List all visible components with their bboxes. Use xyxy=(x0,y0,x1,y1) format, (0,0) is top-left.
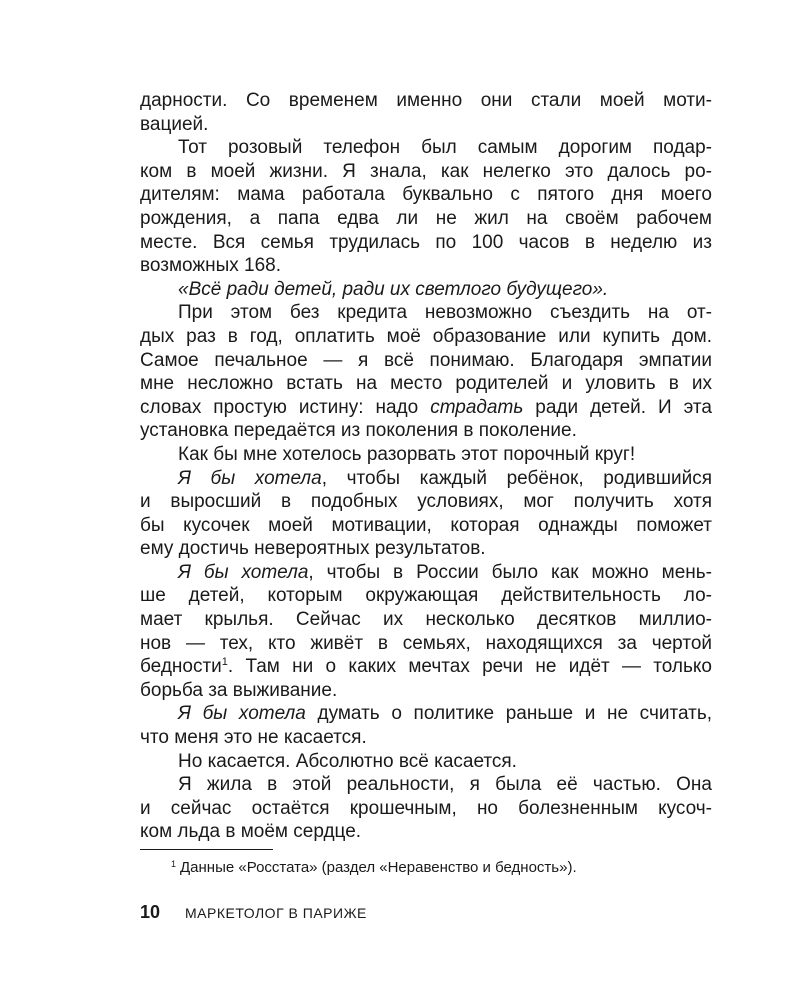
text-line xyxy=(140,231,712,255)
text-line xyxy=(140,655,712,679)
text-line xyxy=(140,608,712,632)
text-segment: ему достичь невероятных результатов. xyxy=(140,538,486,560)
text-segment: нов — тех, кто живёт в семьях, находящихся за чертой xyxy=(140,632,712,654)
emphasis-text: Я бы хотела xyxy=(178,561,309,583)
text-line xyxy=(140,372,712,396)
text-segment: словах простую истину: надо xyxy=(140,396,431,418)
text-segment: дителям: мама работала буквально с пятого дня моего xyxy=(140,184,712,206)
text-line xyxy=(140,702,712,726)
text-segment: и сейчас остаётся крошечным, но болезненным кусоч- xyxy=(140,797,712,819)
text-segment: месте. Вся семья трудилась по 100 часов в неделю из xyxy=(140,231,712,253)
text-line xyxy=(140,820,712,844)
text-segment: установка передаётся из поколения в поколение. xyxy=(140,420,577,442)
text-segment: . Там ни о каких мечтах речи не идёт — только xyxy=(227,656,712,678)
text-line xyxy=(140,632,712,656)
text-line xyxy=(140,490,712,514)
text-line xyxy=(140,514,712,538)
text-segment: Самое печальное — я всё понимаю. Благодаря эмпатии xyxy=(140,349,712,371)
text-segment: Тот розовый телефон был самым дорогим подар- xyxy=(178,137,712,159)
text-segment: мне несложно встать на место родителей и уловить в их xyxy=(140,373,712,395)
page-number: 10 xyxy=(140,902,161,922)
text-line xyxy=(140,207,712,231)
footnote-divider xyxy=(140,849,273,850)
text-segment: мает крылья. Сейчас их несколько десятков миллио- xyxy=(140,609,712,631)
emphasis-text: Я бы хотела xyxy=(178,467,322,489)
text-line xyxy=(140,797,712,821)
text-line xyxy=(140,349,712,373)
text-line xyxy=(140,183,712,207)
text-segment: Я жила в этой реальности, я была её частью. Она xyxy=(178,774,712,796)
text-segment: рождения, а папа едва ли не жил на своём рабочем xyxy=(140,207,712,229)
text-line xyxy=(140,136,712,160)
footnote-mark: 1 xyxy=(171,859,177,869)
text-segment: Но касается. Абсолютно всё касается. xyxy=(178,750,517,772)
text-segment: При этом без кредита невозможно съездить на от- xyxy=(178,302,712,324)
text-segment: ком в моей жизни. Я знала, как нелегко это далось ро- xyxy=(140,160,712,182)
text-line xyxy=(140,254,712,278)
footnote xyxy=(171,859,577,877)
text-segment: ради детей. И эта xyxy=(523,396,712,418)
text-segment: дарности. Со временем именно они стали моей моти- xyxy=(140,90,712,111)
footnote-text: Данные «Росстата» (раздел «Неравенство и бедность»). xyxy=(180,859,577,876)
text-line xyxy=(140,113,712,137)
text-segment: думать о политике раньше и не считать, xyxy=(305,703,713,725)
body-text xyxy=(140,89,712,844)
text-segment: ше детей, которым окружающая действительность ло- xyxy=(140,585,712,607)
text-line xyxy=(140,750,712,774)
emphasis-text: «Всё ради детей, ради их светлого будущего». xyxy=(178,278,609,300)
text-segment: бы кусочек моей мотивации, которая однажды поможет xyxy=(140,514,712,536)
text-segment: борьба за выживание. xyxy=(140,679,338,701)
footnote-reference: 1 xyxy=(221,656,228,669)
text-line xyxy=(140,278,712,302)
text-line xyxy=(140,584,712,608)
text-line xyxy=(140,537,712,561)
text-segment: , чтобы в России было как можно мень- xyxy=(308,561,713,583)
text-line xyxy=(140,726,712,750)
text-line xyxy=(140,419,712,443)
text-segment: что меня это не касается. xyxy=(140,727,367,749)
text-segment: вацией. xyxy=(140,113,209,135)
text-line xyxy=(140,160,712,184)
text-line xyxy=(140,325,712,349)
text-line xyxy=(140,89,712,113)
text-line xyxy=(140,301,712,325)
text-line xyxy=(140,396,712,420)
text-segment: возможных 168. xyxy=(140,255,281,277)
text-line xyxy=(140,467,712,491)
text-line xyxy=(140,773,712,797)
emphasis-text: Я бы хотела xyxy=(178,703,306,725)
text-line xyxy=(140,443,712,467)
text-segment: ком льда в моём сердце. xyxy=(140,821,362,843)
text-line xyxy=(140,679,712,703)
text-segment: бедности xyxy=(140,656,222,678)
text-segment: дых раз в год, оплатить моё образование или купить дом. xyxy=(140,325,712,347)
emphasis-text: страдать xyxy=(430,396,524,418)
text-line xyxy=(140,561,712,585)
text-segment: , чтобы каждый ребёнок, родившийся xyxy=(321,467,712,489)
text-segment: Как бы мне хотелось разорвать этот порочный круг! xyxy=(178,443,636,465)
running-head: МАРКЕТОЛОГ В ПАРИЖЕ xyxy=(185,905,367,921)
text-segment: и выросший в подобных условиях, мог получить хотя xyxy=(140,491,712,513)
